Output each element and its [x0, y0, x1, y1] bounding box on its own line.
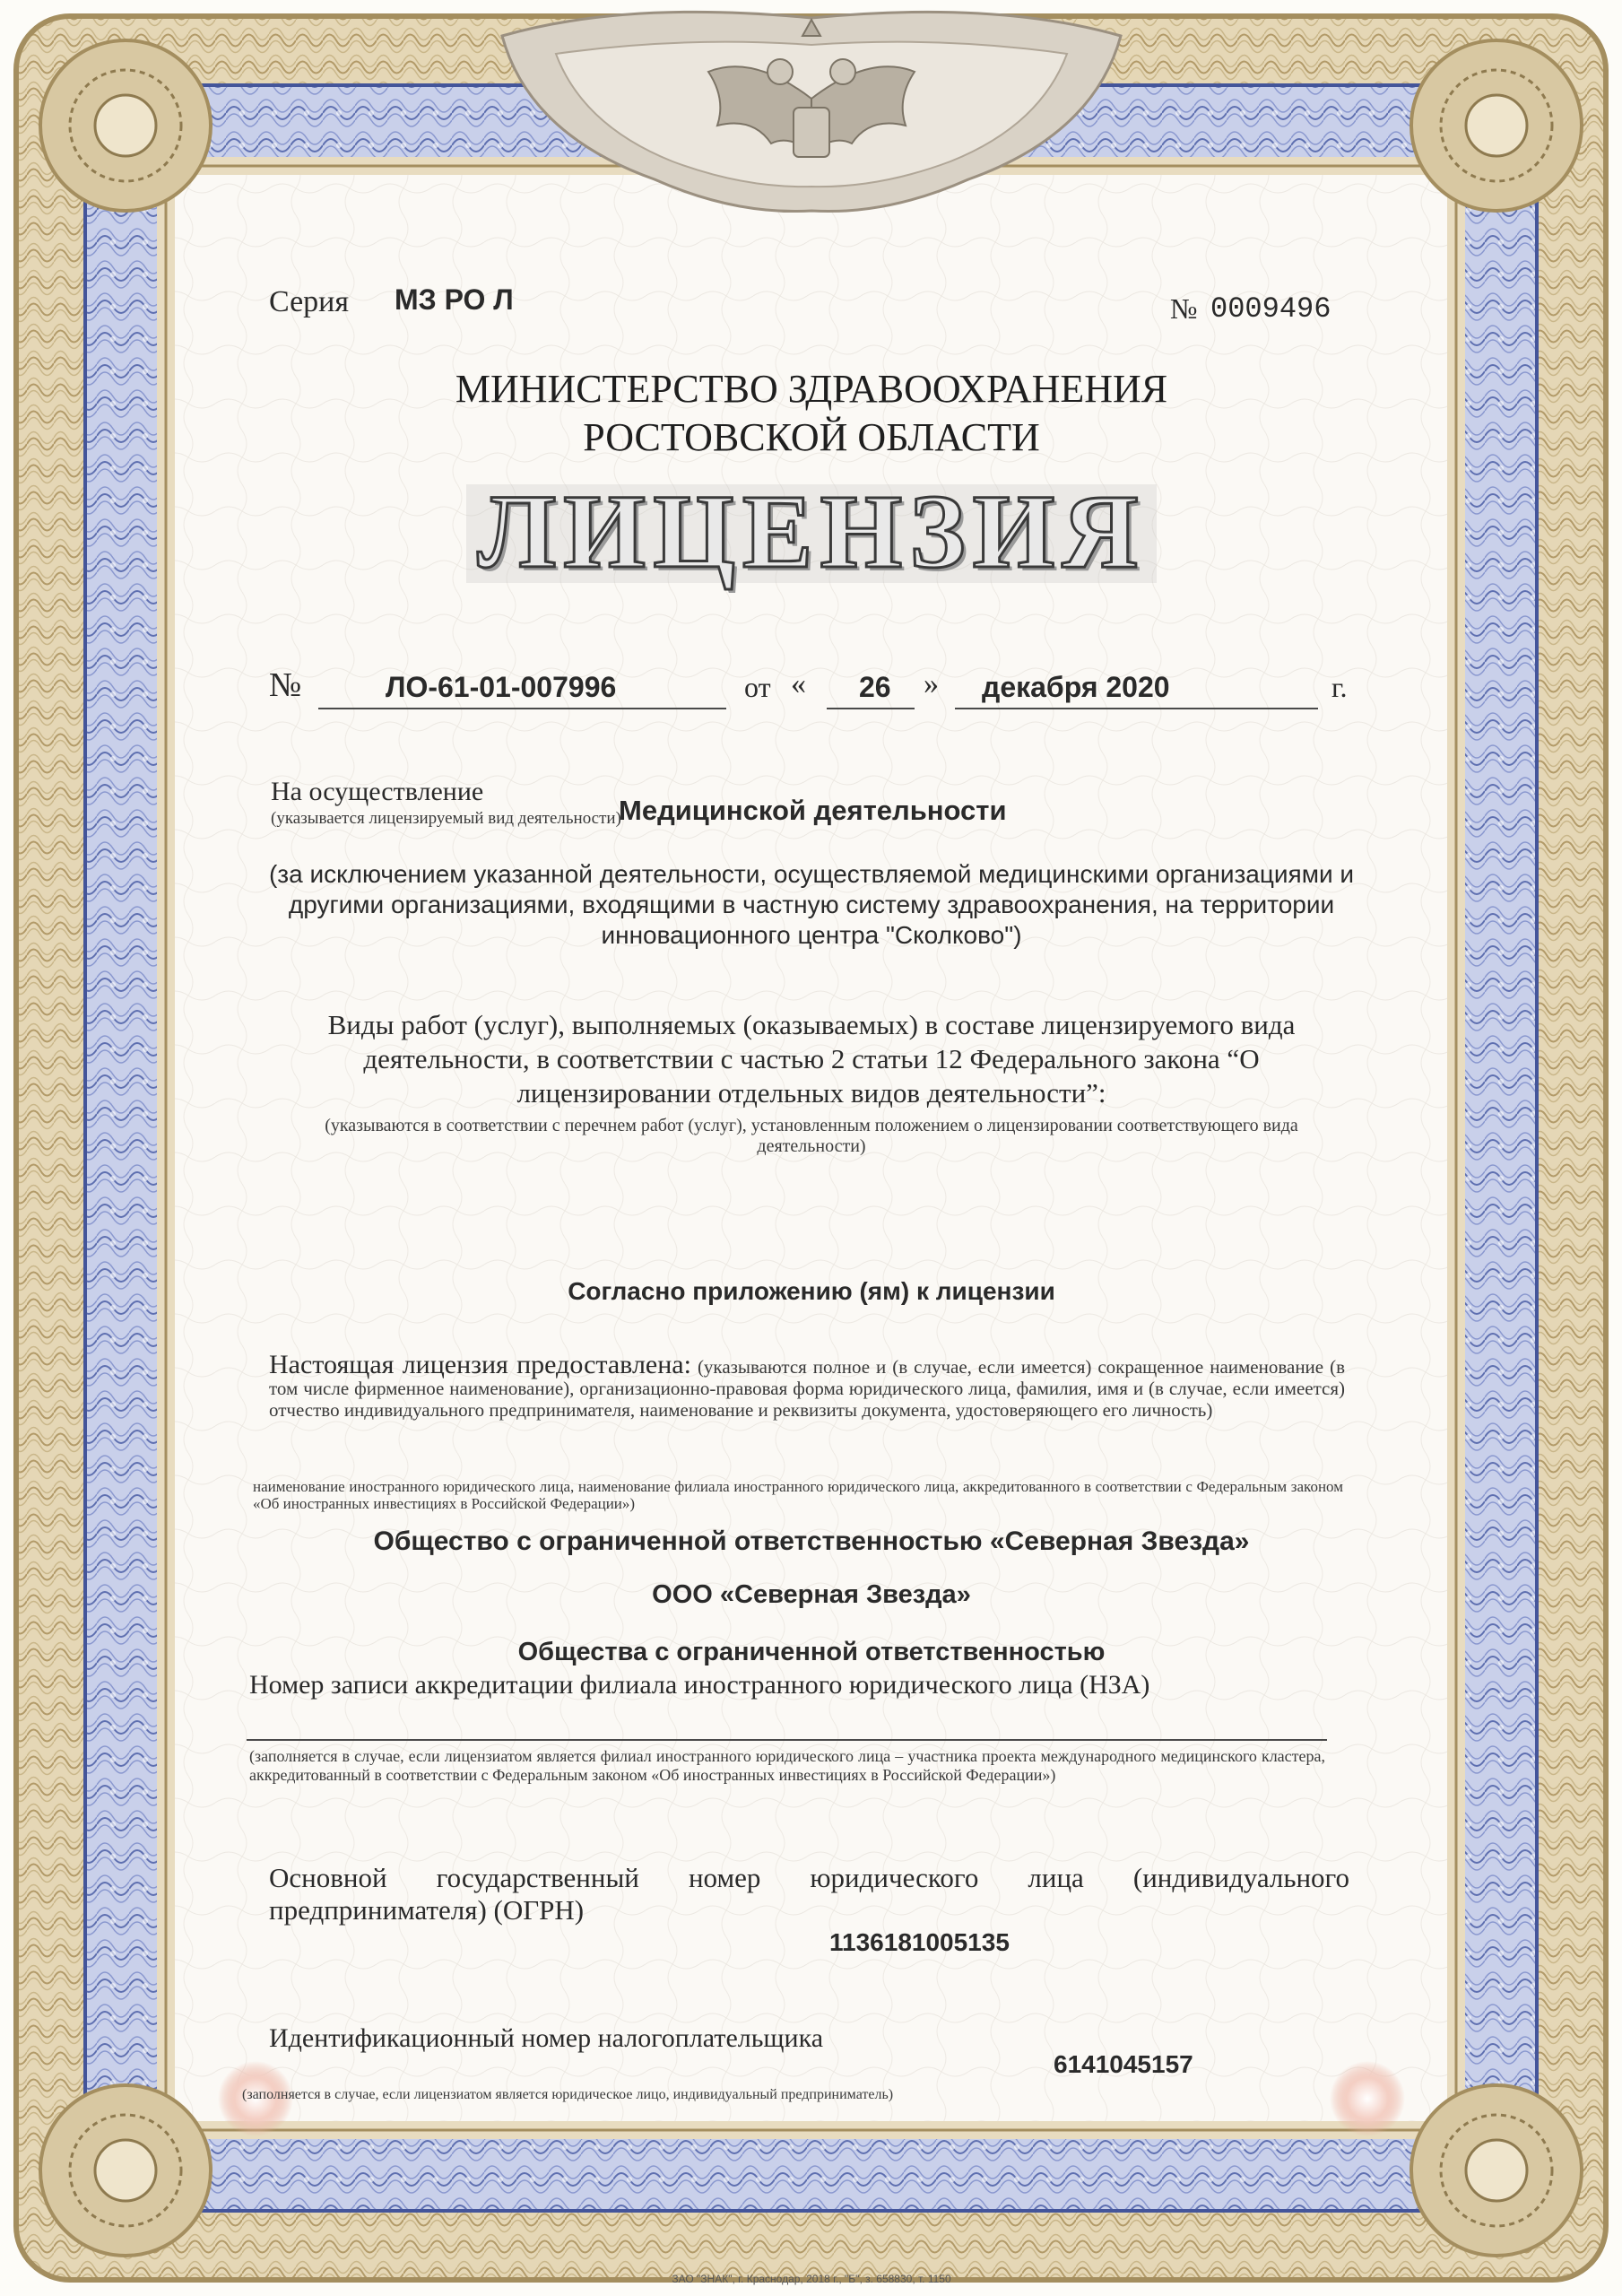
number-sign: № — [1170, 292, 1198, 325]
date-quote-open: « — [791, 667, 806, 700]
date-from-label: от — [744, 671, 771, 703]
corner-rosette-top-left — [40, 40, 211, 211]
foreign-entity-note: наименование иностранного юридического лица, наименование филиала иностранного юридического лица, аккредитованного в соответствии с Федеральным законом «Об иностранных инвестициях в Российской Федерации») — [253, 1478, 1343, 1512]
licensee-legal-form: Общества с ограниченной ответственностью — [517, 1638, 1106, 1666]
document-title: ЛИЦЕНЗИЯ — [477, 473, 1146, 590]
licensee-intro-hint: (указываются полное и (в случае, если имеется) сокращенное наименование (в том числе фирменное наименование), организационно-правовая форма юридического лица, фамилия, имя и (в случае, если имеется) отчество индивидуального предпринимателя, наименование и реквизиты документа, удостоверяющего его личность) — [269, 1356, 1346, 1421]
printer-imprint: ЗАО "ЗНАК", г. Краснодар, 2018 г., "Б", з. 658830, т. 1150 — [672, 2273, 951, 2285]
series-value: МЗ РО Л — [395, 283, 514, 316]
works-statement: Виды работ (услуг), выполняемых (оказываемых) в составе лицензируемого вида деятельности, в соответствии с частью 2 статьи 12 Федерального закона “О лицензировании отдельных видов деятельности”: — [327, 1009, 1296, 1109]
series-label: Серия — [269, 285, 350, 318]
blank-number: 0009496 — [1210, 292, 1331, 326]
licensee-short-name: ООО «Северная Звезда» — [652, 1580, 971, 1609]
corner-rosette-bottom-left — [40, 2085, 211, 2256]
corner-rosette-bottom-right — [1411, 2085, 1582, 2256]
inn-label: Идентификационный номер налогоплательщика — [269, 2023, 824, 2053]
licensee-full-name: Общество с ограниченной ответственностью «Северная Звезда» — [373, 1526, 1250, 1556]
license-day: 26 — [859, 671, 891, 703]
ogrn-label: Основной государственный номер юридического лица (индивидуального предпринимателя) (ОГРН) — [269, 1862, 1349, 1926]
inn-value: 6141045157 — [1054, 2050, 1193, 2078]
works-hint: (указываются в соответствии с перечнем работ (услуг), установленным положением о лицензировании соответствующего вида деятельности) — [325, 1116, 1298, 1156]
emboss-seal-right — [1330, 2061, 1405, 2136]
activity-label: На осуществление — [271, 777, 484, 806]
ministry-line-1: МИНИСТЕРСТВО ЗДРАВООХРАНЕНИЯ — [455, 367, 1168, 411]
accreditation-note: (заполняется в случае, если лицензиатом является филиал иностранного юридического лица – участника проекта международного медицинского кластера, аккредитованный в соответствии с Федеральным законом «Об иностранных инвестициях в Российской Федерации») — [249, 1747, 1325, 1784]
date-quote-close: » — [924, 667, 939, 700]
activity-hint: (указывается лицензируемый вид деятельности) — [271, 809, 621, 828]
licensee-intro-label: Настоящая лицензия предоставлена: — [269, 1350, 691, 1379]
year-suffix: г. — [1331, 671, 1348, 703]
corner-rosette-top-right — [1411, 40, 1582, 211]
activity-name: Медицинской деятельности — [619, 795, 1007, 826]
accreditation-label: Номер записи аккредитации филиала иностранного юридического лица (НЗА) — [249, 1670, 1150, 1700]
license-month-year: декабря 2020 — [982, 671, 1170, 703]
activity-exception: (за исключением указанной деятельности, осуществляемой медицинскими организациями и другими организациями, входящими в частную систему здравоохранения, на территории инновационного центра "Сколково") — [268, 860, 1355, 949]
license-number: ЛО-61-01-007996 — [386, 671, 617, 703]
ogrn-value: 1136181005135 — [829, 1928, 1010, 1956]
license-number-sign: № — [269, 666, 302, 704]
ministry-line-2: РОСТОВСКОЙ ОБЛАСТИ — [583, 415, 1040, 459]
licensee-intro — [269, 1350, 1346, 1421]
inn-note: (заполняется в случае, если лицензиатом является юридическое лицо, индивидуальный предприниматель) — [242, 2087, 894, 2102]
works-value: Согласно приложению (ям) к лицензии — [568, 1277, 1055, 1305]
